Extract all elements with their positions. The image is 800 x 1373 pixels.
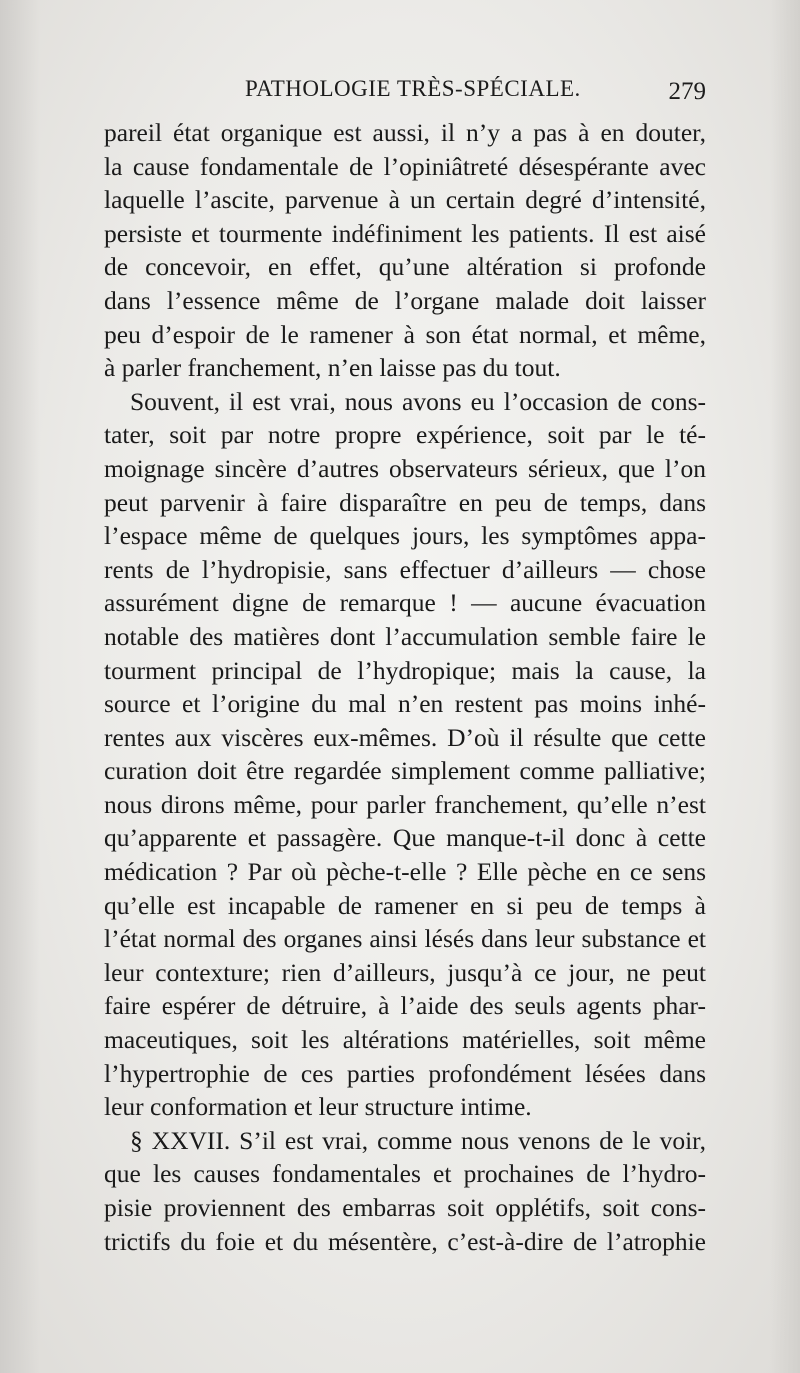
text-line: qu’elle est incapable de ramener en si peu de temps à (104, 890, 706, 920)
page-header (100, 76, 712, 110)
text-line: rents de l’hydropisie, sans effectuer d’ailleurs — chose (104, 554, 706, 584)
text-line: leur contexture; rien d’ailleurs, jusqu’à ce jour, ne peut (104, 957, 706, 987)
text-line: persiste et tourmente indéfiniment les patients. Il est aisé (104, 218, 706, 248)
page-number: 279 (668, 78, 706, 105)
section-line: § XXVII. S’il est vrai, comme nous venons de le voir, (130, 1125, 706, 1155)
text-line: peut parvenir à faire disparaître en peu de temps, dans (104, 487, 706, 517)
text-line: faire espérer de détruire, à l’aide des seuls agents phar- (104, 991, 706, 1021)
text-line: de concevoir, en effet, qu’une altération si profonde (104, 252, 706, 282)
text-line: dans l’essence même de l’organe malade doit laisser (104, 285, 706, 315)
text-line: pareil état organique est aussi, il n’y a pas à en douter, (104, 118, 706, 147)
text-line: maceutiques, soit les altérations matérielles, soit même (104, 1025, 706, 1055)
text-line: tourment principal de l’hydropique; mais la cause, la (104, 655, 706, 685)
text-line: trictifs du foie et du mésentère, c’est-à-dire de l’atrophie (104, 1226, 706, 1256)
text-line: médication ? Par où pèche-t-elle ? Elle pèche en ce sens (104, 857, 706, 887)
text-line: que les causes fondamentales et prochaines de l’hydro- (104, 1159, 706, 1189)
text-line: tater, soit par notre propre expérience, soit par le té- (104, 420, 706, 450)
text-line: l’hypertrophie de ces parties profondément lésées dans (104, 1058, 706, 1088)
text-line: source et l’origine du mal n’en restent pas moins inhé- (104, 689, 706, 719)
text-line: notable des matières dont l’accumulation semble faire le (104, 621, 706, 651)
text-line: moignage sincère d’autres observateurs sérieux, que l’on (104, 453, 706, 483)
body-text (104, 116, 706, 1258)
text-line: à parler franchement, n’en laisse pas du tout. (104, 353, 561, 383)
text-line: peu d’espoir de le ramener à son état normal, et même, (104, 319, 706, 349)
text-line: pisie proviennent des embarras soit opplétifs, soit cons- (104, 1193, 706, 1222)
text-line: assurément digne de remarque ! — aucune évacuation (104, 588, 706, 618)
text-line: curation doit être regardée simplement comme palliative; (104, 756, 706, 786)
text-line: l’état normal des organes ainsi lésés dans leur substance et (104, 924, 706, 954)
text-line: la cause fondamentale de l’opiniâtreté désespérante avec (104, 151, 706, 181)
text-line: rentes aux viscères eux-mêmes. D’où il résulte que cette (104, 722, 706, 752)
text-line: Souvent, il est vrai, nous avons eu l’occasion de cons- (130, 386, 706, 416)
running-title: PATHOLOGIE TRÈS-SPÉCIALE. (245, 76, 581, 101)
text-line: leur conformation et leur structure intime. (104, 1092, 532, 1122)
text-line: l’espace même de quelques jours, les symptômes appa- (104, 521, 706, 551)
text-line: qu’apparente et passagère. Que manque-t-il donc à cette (104, 823, 706, 853)
text-line: nous dirons même, pour parler franchement, qu’elle n’est (104, 789, 706, 819)
text-line: laquelle l’ascite, parvenue à un certain degré d’intensité, (104, 185, 706, 215)
